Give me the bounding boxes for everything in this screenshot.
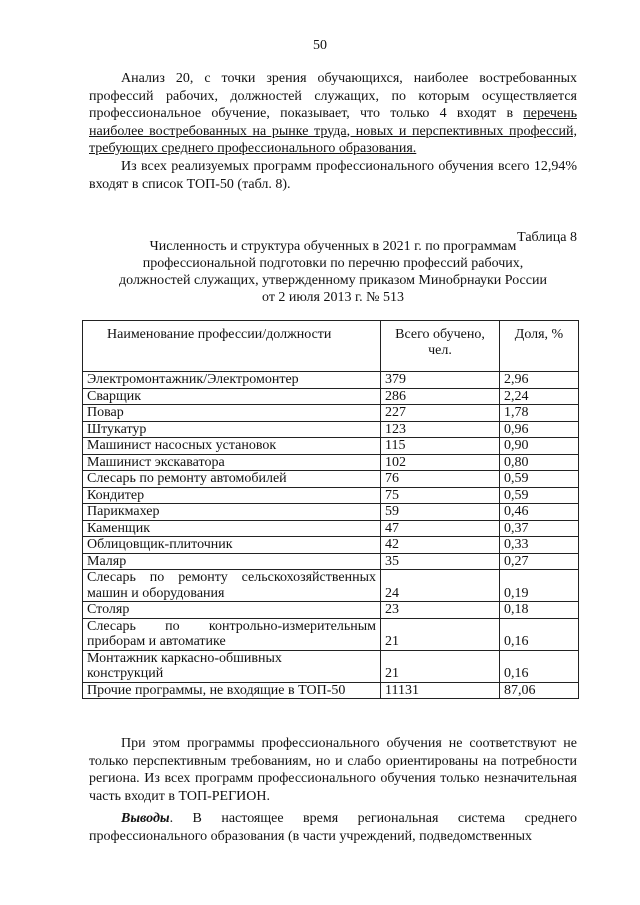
cell-share: 0,59 [500,471,579,488]
cell-count: 35 [381,553,500,570]
cell-share: 2,24 [500,388,579,405]
table-row [83,618,579,650]
cell-count: 123 [381,421,500,438]
cell-share: 0,16 [500,618,579,650]
caption-line-1: Численность и структура обученных в 2021 г. по программам [149,239,517,254]
after-text: При этом программы профессионального обучения не соответствуют не только перспективным требованиям, но и слабо ориентированы на потребности региона. Из всех программ профессионального обучения только незначительная часть входит в ТОП-РЕГИОН. [89,736,577,804]
conclusions-label: Выводы [121,811,170,826]
cell-name: Маляр [83,553,381,570]
cell-name-line-1: Слесарь по ремонту сельскохозяйственных [87,570,376,585]
caption-line-3: должностей служащих, утвержденному приказом Минобрнауки России [119,273,547,288]
cell-count: 21 [381,650,500,682]
cell-name [83,570,381,602]
cell-count: 42 [381,537,500,554]
cell-share: 0,19 [500,570,579,602]
cell-count: 24 [381,570,500,602]
intro-text: Анализ 20, с точки зрения обучающихся, наиболее востребованных профессий рабочих, должностей служащих, по которым осуществляется профессиональное обучение, показывает, что только 4 входят в [89,71,577,121]
cell-count: 23 [381,602,500,619]
cell-name: Кондитер [83,487,381,504]
cell-name: Прочие программы, не входящие в ТОП-50 [83,682,381,699]
cell-name [83,618,381,650]
cell-count: 286 [381,388,500,405]
cell-name: Электромонтажник/Электромонтер [83,372,381,389]
cell-share: 0,90 [500,438,579,455]
cell-count: 11131 [381,682,500,699]
cell-name: Штукатур [83,421,381,438]
cell-name: Столяр [83,602,381,619]
cell-share: 87,06 [500,682,579,699]
cell-share: 2,96 [500,372,579,389]
cell-share: 0,96 [500,421,579,438]
intro-text-2: Из всех реализуемых программ профессионального обучения всего 12,94% входят в список ТОП-50 (табл. 8). [89,159,577,192]
cell-share: 0,46 [500,504,579,521]
caption-line-4: от 2 июля 2013 г. № 513 [262,290,404,305]
training-table [82,320,579,699]
table-row [83,650,579,682]
table-row [83,570,579,602]
cell-name: Слесарь по ремонту автомобилей [83,471,381,488]
cell-name: Облицовщик-плиточник [83,537,381,554]
cell-share: 0,80 [500,454,579,471]
intro-link[interactable]: перечень наиболее востребованных на рынке труда, новых и перспективных профессий, требующих среднего профессионального образования. [89,106,577,156]
intro-paragraph [89,70,577,158]
cell-name: Каменщик [83,520,381,537]
table-row [83,553,579,570]
table-row [83,682,579,699]
cell-count: 379 [381,372,500,389]
header-name: Наименование профессии/должности [83,321,381,372]
cell-share: 0,33 [500,537,579,554]
cell-share: 0,16 [500,650,579,682]
table-row [83,602,579,619]
table-row [83,372,579,389]
cell-share: 0,37 [500,520,579,537]
table-row [83,487,579,504]
after-paragraph [89,735,577,805]
cell-name: Сварщик [83,388,381,405]
intro-paragraph-2 [89,158,577,193]
header-count: Всего обучено, чел. [381,321,500,372]
table-row [83,520,579,537]
cell-share: 1,78 [500,405,579,422]
cell-name: Парикмахер [83,504,381,521]
table-row [83,421,579,438]
cell-count: 76 [381,471,500,488]
cell-count: 227 [381,405,500,422]
cell-name-line-2: машин и оборудования [87,585,225,601]
cell-share: 0,59 [500,487,579,504]
table-label: Таблица 8 [517,230,577,245]
table-row [83,454,579,471]
cell-name: Машинист насосных установок [83,438,381,455]
table-row [83,388,579,405]
cell-share: 0,27 [500,553,579,570]
page-number: 50 [313,38,327,53]
header-share: Доля, % [500,321,579,372]
table-row [83,471,579,488]
table-row [83,537,579,554]
cell-count: 21 [381,618,500,650]
cell-name: Машинист экскаватора [83,454,381,471]
cell-count: 75 [381,487,500,504]
cell-name-line-1: Монтажник каркасно-обшивных [87,650,282,666]
conclusions-paragraph [89,810,577,845]
cell-name [83,650,381,682]
cell-count: 102 [381,454,500,471]
table-row [83,405,579,422]
caption-line-2: профессиональной подготовки по перечню профессий рабочих, [142,256,524,271]
cell-name: Повар [83,405,381,422]
table-row [83,438,579,455]
cell-name-line-2: приборам и автоматике [87,634,226,649]
cell-count: 47 [381,520,500,537]
cell-share: 0,18 [500,602,579,619]
table-caption [89,238,577,306]
table-header-row [83,321,579,372]
cell-name-line-2: конструкций [87,666,164,681]
conclusions-text: . В настоящее время региональная система среднего профессионального образования (в части учреждений, подведомственных [89,811,577,844]
table-row [83,504,579,521]
cell-count: 59 [381,504,500,521]
cell-name-line-1: Слесарь по контрольно-измерительным [87,618,376,634]
cell-count: 115 [381,438,500,455]
